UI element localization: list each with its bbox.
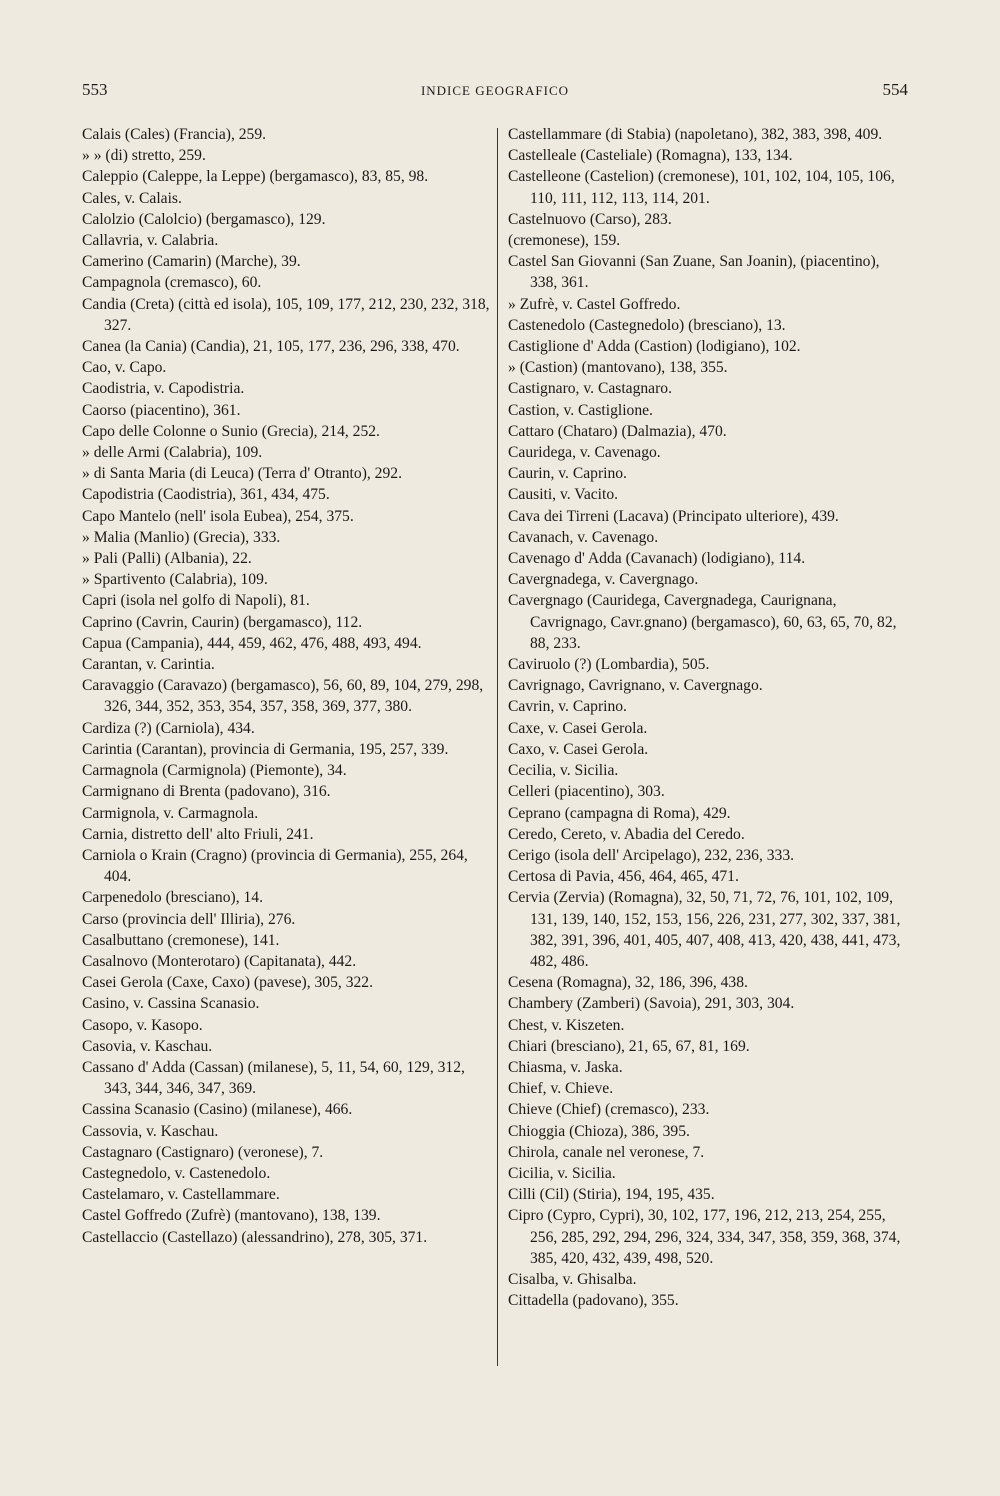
index-entry: Casovia, v. Kaschau. <box>82 1037 213 1055</box>
index-entry: Carantan, v. Carintia. <box>82 656 215 674</box>
index-entry: Cavrin, v. Caprino. <box>508 698 627 716</box>
index-entry: Capo delle Colonne o Sunio (Grecia), 214, 252. <box>82 422 380 440</box>
index-entry: Cassano d' Adda (Cassan) (milanese), 5, 11, 54, 60, 129, 312, 343, 344, 346, 347, 369. <box>82 1058 465 1098</box>
index-entry: Chiasma, v. Jaska. <box>508 1058 623 1076</box>
index-entry: » Zufrè, v. Castel Goffredo. <box>508 295 681 313</box>
index-entry: Chieve (Chief) (cremasco), 233. <box>508 1101 710 1119</box>
index-entry: Carniola o Krain (Cragno) (provincia di Germania), 255, 264, 404. <box>82 846 468 886</box>
index-entry: Cales, v. Calais. <box>82 189 182 207</box>
index-entry: Cipro (Cypro, Cypri), 30, 102, 177, 196, 212, 213, 254, 255, 256, 285, 292, 294, 296, 324, 334, 347, 358, 359, 368, 374, 385, 420, 432, 439, 498, 520. <box>508 1207 901 1267</box>
index-entry: Cavenago d' Adda (Cavanach) (lodigiano), 114. <box>508 550 806 568</box>
index-entry: Cassovia, v. Kaschau. <box>82 1122 219 1140</box>
index-entry: Carso (provincia dell' Illiria), 276. <box>82 910 296 928</box>
page-number-right: 554 <box>882 80 908 99</box>
index-entry: Cavanach, v. Cavenago. <box>508 528 659 546</box>
index-entry: Castellammare (di Stabia) (napoletano), 382, 383, 398, 409. <box>508 126 883 143</box>
index-entry: Cattaro (Chataro) (Dalmazia), 470. <box>508 422 727 440</box>
index-entry: Cauridega, v. Cavenago. <box>508 444 661 462</box>
index-entry: Cilli (Cil) (Stiria), 194, 195, 435. <box>508 1186 715 1204</box>
index-entry: Carintia (Carantan), provincia di Germania, 195, 257, 339. <box>82 740 449 758</box>
index-entry: Callavria, v. Calabria. <box>82 232 219 250</box>
index-entry: Cecilia, v. Sicilia. <box>508 762 619 780</box>
index-entry: Casino, v. Cassina Scanasio. <box>82 995 260 1013</box>
index-entry: » (Castion) (mantovano), 138, 355. <box>508 359 728 377</box>
index-entry: Caorso (piacentino), 361. <box>82 401 241 419</box>
index-entry: Castiglione d' Adda (Castion) (lodigiano), 102. <box>508 338 801 356</box>
index-entry: Camerino (Camarin) (Marche), 39. <box>82 253 301 271</box>
index-entry: Capodistria (Caodistria), 361, 434, 475. <box>82 486 330 504</box>
index-entry: Castel Goffredo (Zufrè) (mantovano), 138, 139. <box>82 1207 381 1225</box>
index-entry: Chiari (bresciano), 21, 65, 67, 81, 169. <box>508 1037 750 1055</box>
index-entry: Capua (Campania), 444, 459, 462, 476, 488, 493, 494. <box>82 634 422 652</box>
index-entry: Cisalba, v. Ghisalba. <box>508 1270 637 1288</box>
index-entry: » Spartivento (Calabria), 109. <box>82 571 268 589</box>
index-entry: Cavrignago, Cavrignano, v. Cavergnago. <box>508 677 763 695</box>
index-entry: Castel San Giovanni (San Zuane, San Joanin), (piacentino), 338, 361. <box>508 253 880 292</box>
index-entry: » Malia (Manlio) (Grecia), 333. <box>82 528 281 546</box>
index-entry: Cavergnago (Cauridega, Cavergnadega, Caurignana, Cavrignago, Cavr.gnano) (bergamasco), 60, 63, 65, 70, 82, 88, 233. <box>508 592 897 652</box>
index-entry: Cesena (Romagna), 32, 186, 396, 438. <box>508 974 748 992</box>
index-entry: » delle Armi (Calabria), 109. <box>82 444 263 462</box>
index-entry: Cavergnadega, v. Cavergnago. <box>508 571 699 589</box>
index-entry: » di Santa Maria (di Leuca) (Terra d' Otranto), 292. <box>82 465 402 483</box>
index-entry: Ceredo, Cereto, v. Abadia del Ceredo. <box>508 825 745 843</box>
index-entry: Castignaro, v. Castagnaro. <box>508 380 672 398</box>
index-entry: Casei Gerola (Caxe, Caxo) (pavese), 305, 322. <box>82 974 373 992</box>
index-entry: Chief, v. Chieve. <box>508 1080 614 1098</box>
index-entry: Campagnola (cremasco), 60. <box>82 274 262 292</box>
index-entry: Cava dei Tirreni (Lacava) (Principato ulteriore), 439. <box>508 507 839 525</box>
index-entry: Cittadella (padovano), 355. <box>508 1292 679 1310</box>
index-entry: Chioggia (Chioza), 386, 395. <box>508 1122 690 1140</box>
index-entry: Caleppio (Caleppe, la Leppe) (bergamasco), 83, 85, 98. <box>82 168 429 186</box>
index-entry: Chirola, canale nel veronese, 7. <box>508 1143 705 1161</box>
index-entry: Carmignano di Brenta (padovano), 316. <box>82 783 331 801</box>
index-entry: Casalnovo (Monterotaro) (Capitanata), 442. <box>82 952 357 970</box>
index-entry: » Pali (Palli) (Albania), 22. <box>82 550 252 568</box>
index-entry: Calais (Cales) (Francia), 259. <box>82 126 267 143</box>
running-title: INDICE GEOGRAFICO <box>420 83 570 98</box>
index-entry: Carmagnola (Carmignola) (Piemonte), 34. <box>82 762 347 780</box>
page-number-left: 553 <box>82 80 108 99</box>
index-entry: Caurin, v. Caprino. <box>508 465 627 483</box>
index-entry: Castelamaro, v. Castellammare. <box>82 1186 280 1204</box>
index-entry: Castegnedolo, v. Castenedolo. <box>82 1164 271 1182</box>
index-entry: Carnia, distretto dell' alto Friuli, 241. <box>82 825 314 843</box>
index-entry: Chest, v. Kiszeten. <box>508 1016 625 1034</box>
index-entry: Certosa di Pavia, 456, 464, 465, 471. <box>508 868 739 886</box>
index-entry: Cao, v. Capo. <box>82 359 167 377</box>
index-entry: Carmignola, v. Carmagnola. <box>82 804 259 822</box>
index-entry: Castenedolo (Castegnedolo) (bresciano), 13. <box>508 316 786 334</box>
index-entry: Causiti, v. Vacito. <box>508 486 619 504</box>
column-divider <box>497 128 498 1366</box>
left-column <box>82 124 492 1248</box>
index-entry: Castelleone (Castelion) (cremonese), 101, 102, 104, 105, 106, 110, 111, 112, 113, 114, 201. <box>508 168 895 207</box>
index-entry: Cerigo (isola dell' Arcipelago), 232, 236, 333. <box>508 846 795 864</box>
index-entry: Castelnuovo (Carso), 283. <box>508 210 672 228</box>
index-entry: Chambery (Zamberi) (Savoia), 291, 303, 304. <box>508 995 795 1013</box>
index-entry: Castellaccio (Castellazo) (alessandrino), 278, 305, 371. <box>82 1228 428 1246</box>
index-entry: Caviruolo (?) (Lombardia), 505. <box>508 656 710 674</box>
index-entry: Castelleale (Casteliale) (Romagna), 133, 134. <box>508 147 793 165</box>
index-entry: Casopo, v. Kasopo. <box>82 1016 203 1034</box>
index-entry: Caodistria, v. Capodistria. <box>82 380 245 398</box>
index-entry: Caravaggio (Caravazo) (bergamasco), 56, 60, 89, 104, 279, 298, 326, 344, 352, 353, 354, 357, 358, 369, 377, 380. <box>82 677 484 716</box>
index-entry: Cassina Scanasio (Casino) (milanese), 466. <box>82 1101 353 1119</box>
index-entry: Castagnaro (Castignaro) (veronese), 7. <box>82 1143 324 1161</box>
index-entry: Cervia (Zervia) (Romagna), 32, 50, 71, 72, 76, 101, 102, 109, 131, 139, 140, 152, 153, 156, 226, 231, 277, 302, 337, 381, 382, 391, 396, 401, 405, 407, 408, 413, 420, 438, 441, 473, 482, 486. <box>508 889 901 970</box>
index-entry: Capo Mantelo (nell' isola Eubea), 254, 375. <box>82 507 354 525</box>
index-entry: Cicilia, v. Sicilia. <box>508 1164 616 1182</box>
page-header <box>82 80 908 110</box>
index-entry: Caxo, v. Casei Gerola. <box>508 740 649 758</box>
index-entry: Castion, v. Castiglione. <box>508 401 653 419</box>
index-entry: Caprino (Cavrin, Caurin) (bergamasco), 112. <box>82 613 363 631</box>
right-column <box>508 124 908 1311</box>
index-entry: (cremonese), 159. <box>508 232 621 250</box>
index-entry: » » (di) stretto, 259. <box>82 147 206 165</box>
index-entry: Capri (isola nel golfo di Napoli), 81. <box>82 592 310 610</box>
index-entry: Carpenedolo (bresciano), 14. <box>82 889 263 907</box>
index-entry: Casalbuttano (cremonese), 141. <box>82 931 280 949</box>
index-entry: Celleri (piacentino), 303. <box>508 783 665 801</box>
index-entry: Canea (la Cania) (Candia), 21, 105, 177, 236, 296, 338, 470. <box>82 338 460 356</box>
index-entry: Calolzio (Calolcio) (bergamasco), 129. <box>82 210 326 228</box>
index-entry: Candia (Creta) (città ed isola), 105, 109, 177, 212, 230, 232, 318, 327. <box>82 295 490 334</box>
index-entry: Ceprano (campagna di Roma), 429. <box>508 804 731 822</box>
index-entry: Caxe, v. Casei Gerola. <box>508 719 648 737</box>
index-entry: Cardiza (?) (Carniola), 434. <box>82 719 255 737</box>
